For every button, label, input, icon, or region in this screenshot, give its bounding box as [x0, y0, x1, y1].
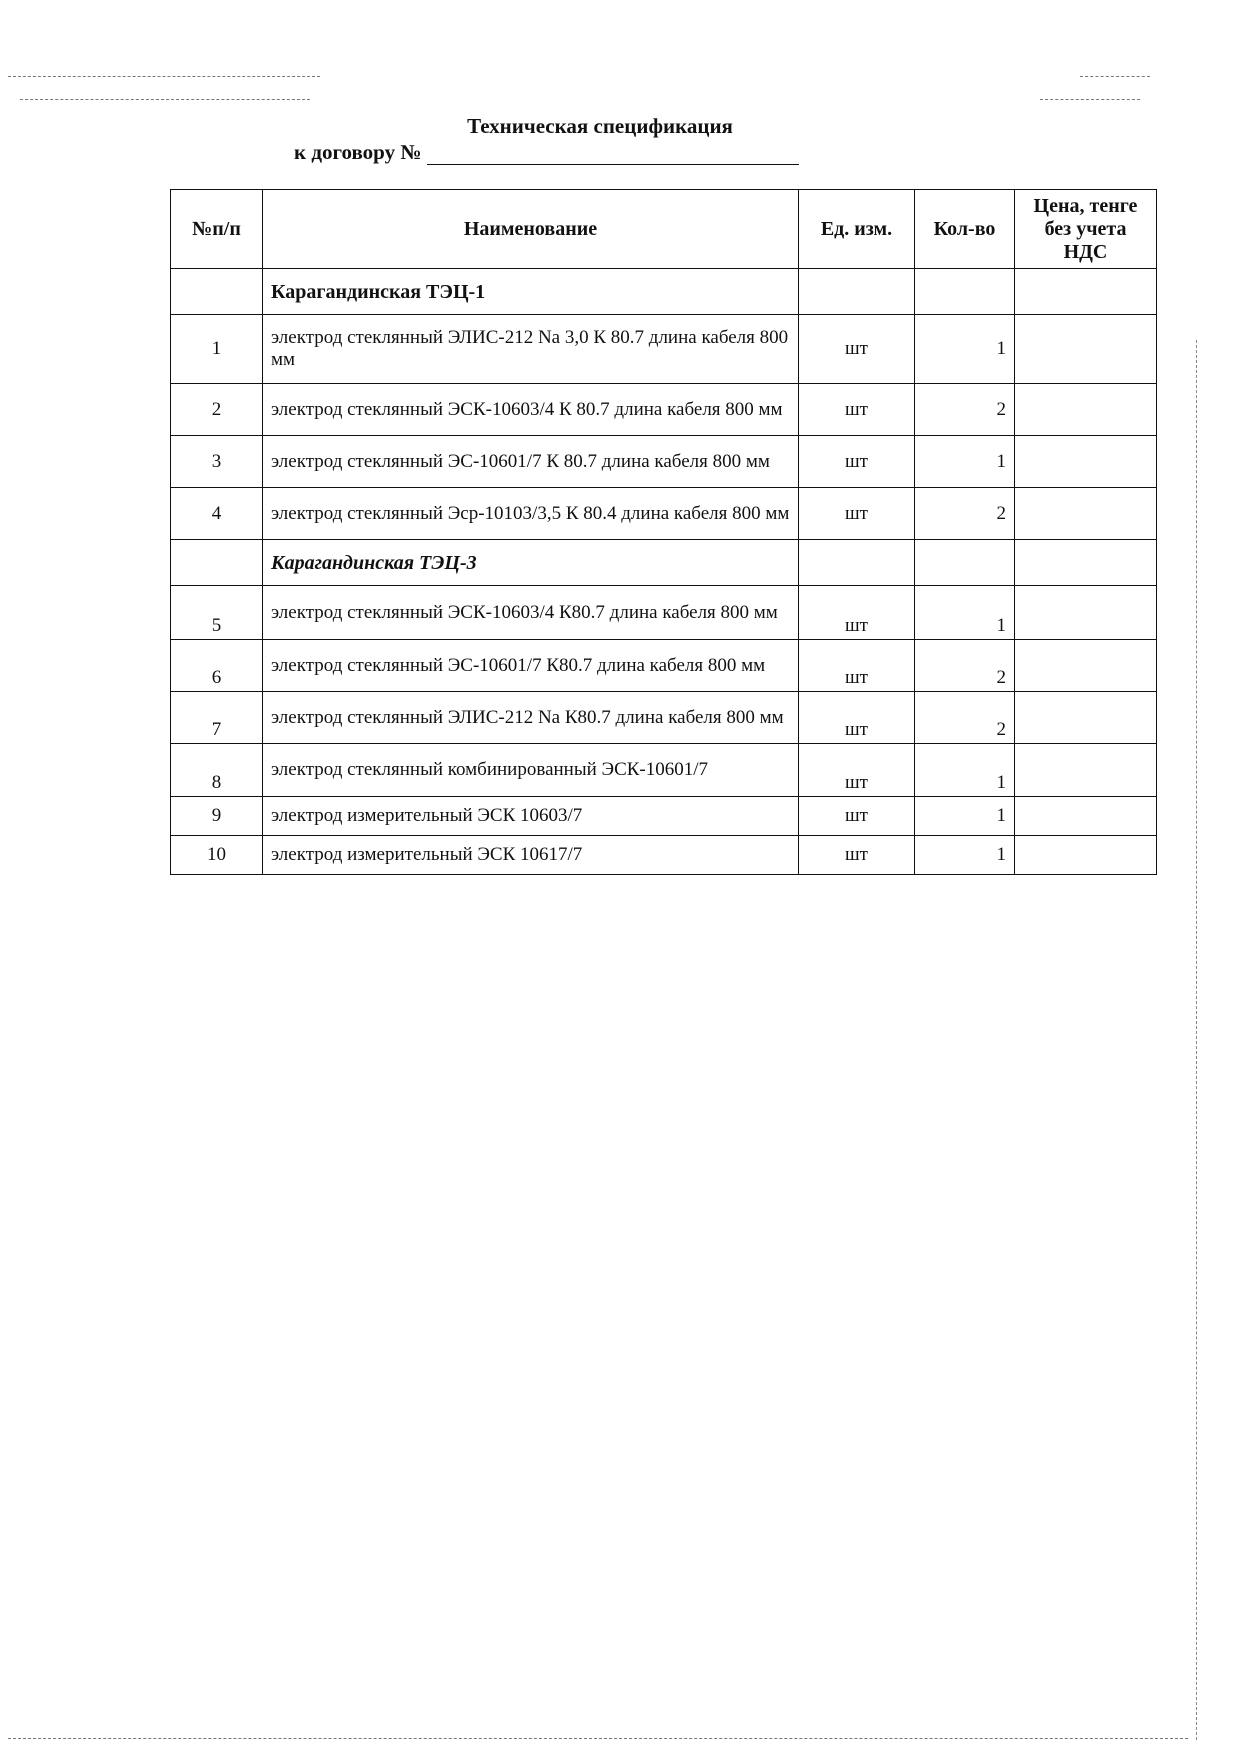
row-price: [1015, 692, 1157, 744]
row-qty: 1: [915, 744, 1015, 797]
row-unit: шт: [799, 744, 915, 797]
row-unit: шт: [799, 315, 915, 384]
row-unit: шт: [799, 692, 915, 744]
row-qty: 1: [915, 315, 1015, 384]
header-price: Цена, тенге без учета НДС: [1015, 190, 1157, 269]
row-price: [1015, 640, 1157, 692]
row-unit: шт: [799, 836, 915, 875]
row-qty: 1: [915, 436, 1015, 488]
table-row: [171, 640, 1157, 692]
section-title: Карагандинская ТЭЦ-1: [263, 269, 799, 315]
row-qty: 1: [915, 836, 1015, 875]
row-name: электрод стеклянный ЭЛИС-212 Na 3,0 К 80.7 длина кабеля 800 мм: [263, 315, 799, 384]
row-num: 6: [171, 640, 263, 692]
row-qty: 1: [915, 586, 1015, 640]
row-qty: 2: [915, 488, 1015, 540]
row-price: [1015, 836, 1157, 875]
row-price: [1015, 384, 1157, 436]
row-name: электрод стеклянный ЭС-10601/7 К 80.7 длина кабеля 800 мм: [263, 436, 799, 488]
contract-prefix: к договору №: [294, 140, 422, 164]
table-row: [171, 797, 1157, 836]
row-num: 9: [171, 797, 263, 836]
row-price: [1015, 797, 1157, 836]
row-num: 2: [171, 384, 263, 436]
table-row: [171, 315, 1157, 384]
table-row: [171, 744, 1157, 797]
section-row: [171, 269, 1157, 315]
header-unit: Ед. изм.: [799, 190, 915, 269]
table-header-row: [171, 190, 1157, 269]
scan-artifact-line: [1040, 99, 1140, 100]
row-name: электрод стеклянный Эср-10103/3,5 К 80.4 длина кабеля 800 мм: [263, 488, 799, 540]
row-name: электрод стеклянный ЭЛИС-212 Na К80.7 длина кабеля 800 мм: [263, 692, 799, 744]
table-row: [171, 586, 1157, 640]
row-price: [1015, 315, 1157, 384]
table-row: [171, 436, 1157, 488]
row-unit: шт: [799, 488, 915, 540]
header-qty: Кол-во: [915, 190, 1015, 269]
row-num: 4: [171, 488, 263, 540]
row-num: 8: [171, 744, 263, 797]
row-name: электрод стеклянный ЭСК-10603/4 К80.7 длина кабеля 800 мм: [263, 586, 799, 640]
scan-artifact-edge: [1196, 340, 1197, 1740]
section-title: Карагандинская ТЭЦ-3: [263, 540, 799, 586]
row-price: [1015, 436, 1157, 488]
row-price: [1015, 586, 1157, 640]
scan-artifact-line: [8, 1738, 1188, 1739]
contract-reference: [294, 140, 799, 165]
row-num: 3: [171, 436, 263, 488]
table-row: [171, 488, 1157, 540]
row-unit: шт: [799, 640, 915, 692]
row-name: электрод стеклянный ЭС-10601/7 К80.7 длина кабеля 800 мм: [263, 640, 799, 692]
row-name: электрод измерительный ЭСК 10603/7: [263, 797, 799, 836]
header-num: №п/п: [171, 190, 263, 269]
row-qty: 2: [915, 640, 1015, 692]
section-row: [171, 540, 1157, 586]
row-price: [1015, 488, 1157, 540]
document-title: Техническая спецификация: [467, 114, 733, 138]
scan-artifact-line: [1080, 76, 1150, 77]
row-unit: шт: [799, 384, 915, 436]
row-qty: 1: [915, 797, 1015, 836]
row-qty: 2: [915, 384, 1015, 436]
row-unit: шт: [799, 586, 915, 640]
row-price: [1015, 744, 1157, 797]
row-name: электрод стеклянный комбинированный ЭСК-10601/7: [263, 744, 799, 797]
row-num: 7: [171, 692, 263, 744]
row-qty: 2: [915, 692, 1015, 744]
row-num: 10: [171, 836, 263, 875]
scan-artifact-line: [20, 99, 310, 100]
table-row: [171, 384, 1157, 436]
row-unit: шт: [799, 436, 915, 488]
table-row: [171, 692, 1157, 744]
contract-number-blank: [427, 144, 799, 165]
row-name: электрод стеклянный ЭСК-10603/4 К 80.7 длина кабеля 800 мм: [263, 384, 799, 436]
row-name: электрод измерительный ЭСК 10617/7: [263, 836, 799, 875]
row-num: 1: [171, 315, 263, 384]
row-unit: шт: [799, 797, 915, 836]
header-name: Наименование: [263, 190, 799, 269]
row-num: 5: [171, 586, 263, 640]
specification-table: [170, 189, 1157, 875]
table-row: [171, 836, 1157, 875]
scan-artifact-line: [8, 76, 320, 77]
